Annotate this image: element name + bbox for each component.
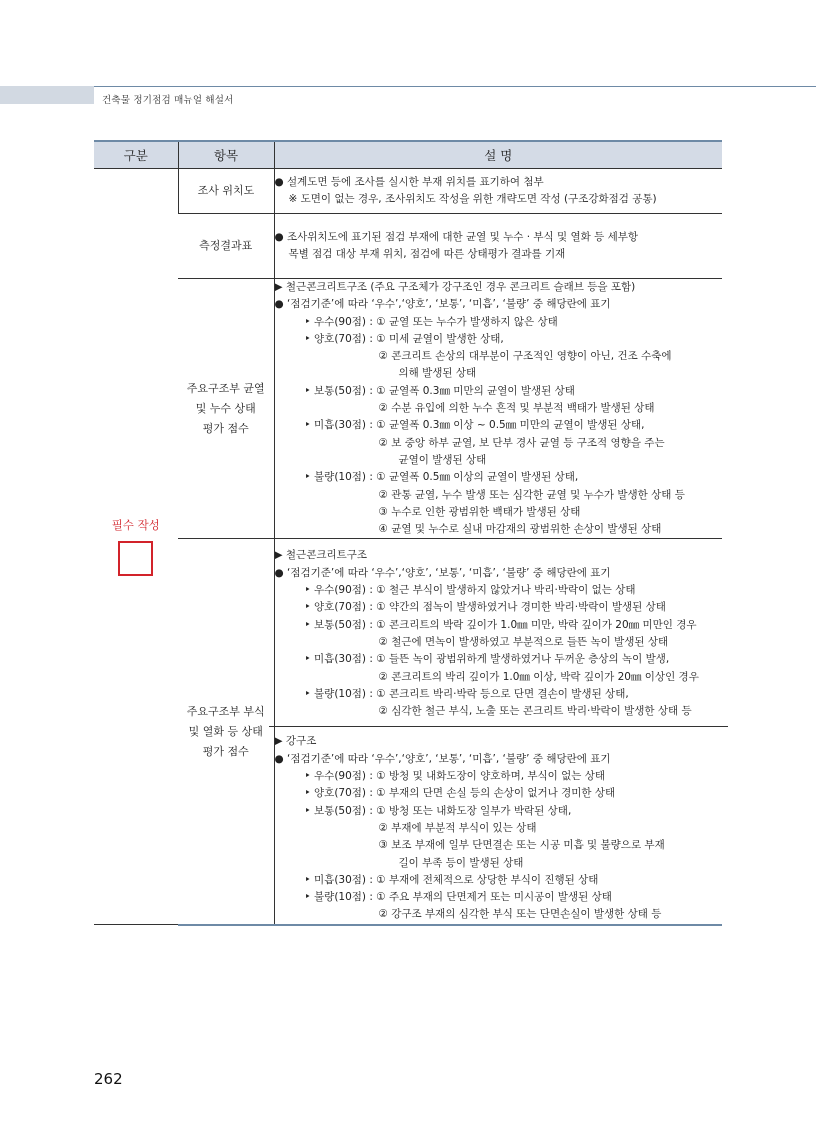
item-label: 주요구조부 부식 (186, 704, 265, 718)
desc-line: ② 부재에 부분적 부식이 있는 상태 (378, 821, 537, 834)
desc-line: ③ 누수로 인한 광범위한 백태가 발생된 상태 (378, 505, 581, 518)
desc-line: ② 철근에 면녹이 발생하였고 부분적으로 들뜬 녹이 발생된 상태 (378, 635, 669, 648)
desc-line: ‣ 우수(90점) : ① 방청 및 내화도장이 양호하며, 부식이 없는 상태 (304, 770, 606, 783)
desc-line: 목별 점검 대상 부재 위치, 점검에 따른 상태평가 결과를 기재 (288, 248, 566, 260)
desc-line: ● 설계도면 등에 조사를 실시한 부재 위치를 표기하여 첨부 (274, 175, 544, 188)
page-number: 262 (94, 1070, 123, 1088)
item-cell (178, 214, 274, 279)
required-label: 필수 작성 (111, 518, 160, 533)
description-cell (274, 214, 722, 279)
item-label: 및 누수 상태 (195, 401, 256, 415)
desc-line: ‣ 양호(70점) : ① 미세 균열이 발생한 상태, (304, 332, 504, 345)
desc-line: ‣ 미흡(30점) : ① 균열폭 0.3㎜ 이상 ~ 0.5㎜ 미만의 균열이 발생된 상태, (304, 419, 645, 432)
table-header-row (94, 141, 722, 169)
header-band (0, 86, 94, 104)
desc-line: ‣ 보통(50점) : ① 콘크리트의 박락 깊이가 1.0㎜ 미만, 박락 깊이가 20㎜ 미만인 경우 (304, 618, 697, 631)
desc-line: ② 보 중앙 하부 균열, 보 단부 경사 균열 등 구조적 영향을 주는 (378, 436, 665, 449)
category-cell (94, 169, 178, 925)
desc-line: ‣ 미흡(30점) : ① 부재에 전체적으로 상당한 부식이 진행된 상태 (304, 873, 599, 886)
item-label: 평가 점수 (202, 421, 249, 435)
table-row (94, 279, 722, 539)
desc-line: ‣ 양호(70점) : ① 부재의 단면 손실 등의 손상이 없거나 경미한 상태 (304, 787, 616, 800)
table-row (94, 214, 722, 279)
description-cell (274, 279, 722, 539)
desc-line: 균열이 발생된 상태 (398, 453, 487, 466)
desc-line: ● 조사위치도에 표기된 점검 부재에 대한 균열 및 누수 · 부식 및 열화 등 세부항 (274, 230, 639, 243)
desc-line: 길이 부족 등이 발생된 상태 (398, 856, 524, 869)
header-rule (94, 86, 816, 87)
desc-line: ② 콘크리트의 박리 깊이가 1.0㎜ 이상, 박락 깊이가 20㎜ 이상인 경우 (378, 670, 699, 683)
item-label: 및 열화 등 상태 (188, 724, 263, 738)
desc-line: ● ‘점검기준’에 따라 ‘우수’,‘양호’, ‘보통’, ‘미흡’, ‘불량’ 중 해당란에 표기 (274, 752, 611, 765)
desc-line: ● ‘점검기준’에 따라 ‘우수’,‘양호’, ‘보통’, ‘미흡’, ‘불량’ 중 해당란에 표기 (274, 566, 611, 579)
desc-line: ‣ 불량(10점) : ① 균열폭 0.5㎜ 이상의 균열이 발생된 상태, (304, 471, 579, 484)
manual-table (94, 140, 722, 926)
item-label: 측정결과표 (199, 239, 253, 252)
table-row (94, 169, 722, 214)
desc-line: ‣ 불량(10점) : ① 주요 부재의 단면제거 또는 미시공이 발생된 상태 (304, 891, 612, 904)
item-cell (178, 539, 274, 925)
desc-line: ‣ 우수(90점) : ① 철근 부식이 발생하지 않았거나 박리·박락이 없는 상태 (304, 584, 636, 597)
item-label: 주요구조부 균열 (186, 381, 265, 395)
desc-line: ‣ 보통(50점) : ① 균열폭 0.3㎜ 미만의 균열이 발생된 상태 (304, 384, 575, 397)
description-cell (274, 539, 722, 925)
description-cell (274, 169, 722, 214)
desc-line: ‣ 불량(10점) : ① 콘크리트 박리·박락 등으로 단면 결손이 발생된 상태, (304, 687, 629, 700)
desc-line: ‣ 우수(90점) : ① 균열 또는 누수가 발생하지 않은 상태 (304, 315, 558, 328)
desc-line: ▶ 강구조 (274, 735, 317, 748)
header-item: 항목 (178, 141, 274, 169)
section-divider (269, 726, 729, 727)
desc-line: ② 콘크리트 손상의 대부분이 구조적인 영향이 아닌, 건조 수축에 (378, 350, 672, 363)
header-category: 구분 (94, 141, 178, 169)
item-label: 조사 위치도 (197, 184, 255, 197)
desc-line: ② 관통 균열, 누수 발생 또는 심각한 균열 및 누수가 발생한 상태 등 (378, 488, 685, 501)
desc-line: ‣ 양호(70점) : ① 약간의 점녹이 발생하였거나 경미한 박리·박락이 발생된 상태 (304, 601, 666, 614)
required-checkbox[interactable] (118, 541, 153, 576)
desc-line: ● ‘점검기준’에 따라 ‘우수’,‘양호’, ‘보통’, ‘미흡’, ‘불량’ 중 해당란에 표기 (274, 298, 611, 311)
desc-line: ② 수분 유입에 의한 누수 흔적 및 부분적 백태가 발생된 상태 (378, 402, 655, 415)
item-cell (178, 279, 274, 539)
desc-line: ‣ 미흡(30점) : ① 들뜬 녹이 광범위하게 발생하였거나 두꺼운 층상의 녹이 발생, (304, 653, 670, 666)
table-row (94, 539, 722, 925)
desc-line: ※ 도면이 없는 경우, 조사위치도 작성을 위한 개략도면 작성 (구조강화점검 공통) (288, 193, 657, 205)
running-header: 건축물 정기점검 매뉴얼 해설서 (102, 95, 234, 106)
desc-line: 의해 발생된 상태 (398, 367, 477, 380)
item-label: 평가 점수 (202, 744, 249, 758)
desc-line: ▶ 철근콘크리트구조 (274, 549, 368, 562)
desc-line: ② 심각한 철근 부식, 노출 또는 콘크리트 박리·박락이 발생한 상태 등 (378, 705, 692, 718)
item-cell (178, 169, 274, 214)
header-description: 설 명 (274, 141, 722, 169)
desc-line: ▶ 철근콘크리트구조 (주요 구조체가 강구조인 경우 콘크리트 슬래브 등을 포함) (274, 281, 636, 293)
desc-line: ② 강구조 부재의 심각한 부식 또는 단면손실이 발생한 상태 등 (378, 908, 662, 921)
desc-line: ④ 균열 및 누수로 실내 마감재의 광범위한 손상이 발생된 상태 (378, 523, 662, 536)
desc-line: ③ 보조 부재에 일부 단면결손 또는 시공 미흡 및 불량으로 부재 (378, 839, 665, 852)
desc-line: ‣ 보통(50점) : ① 방청 또는 내화도장 일부가 박락된 상태, (304, 804, 572, 817)
